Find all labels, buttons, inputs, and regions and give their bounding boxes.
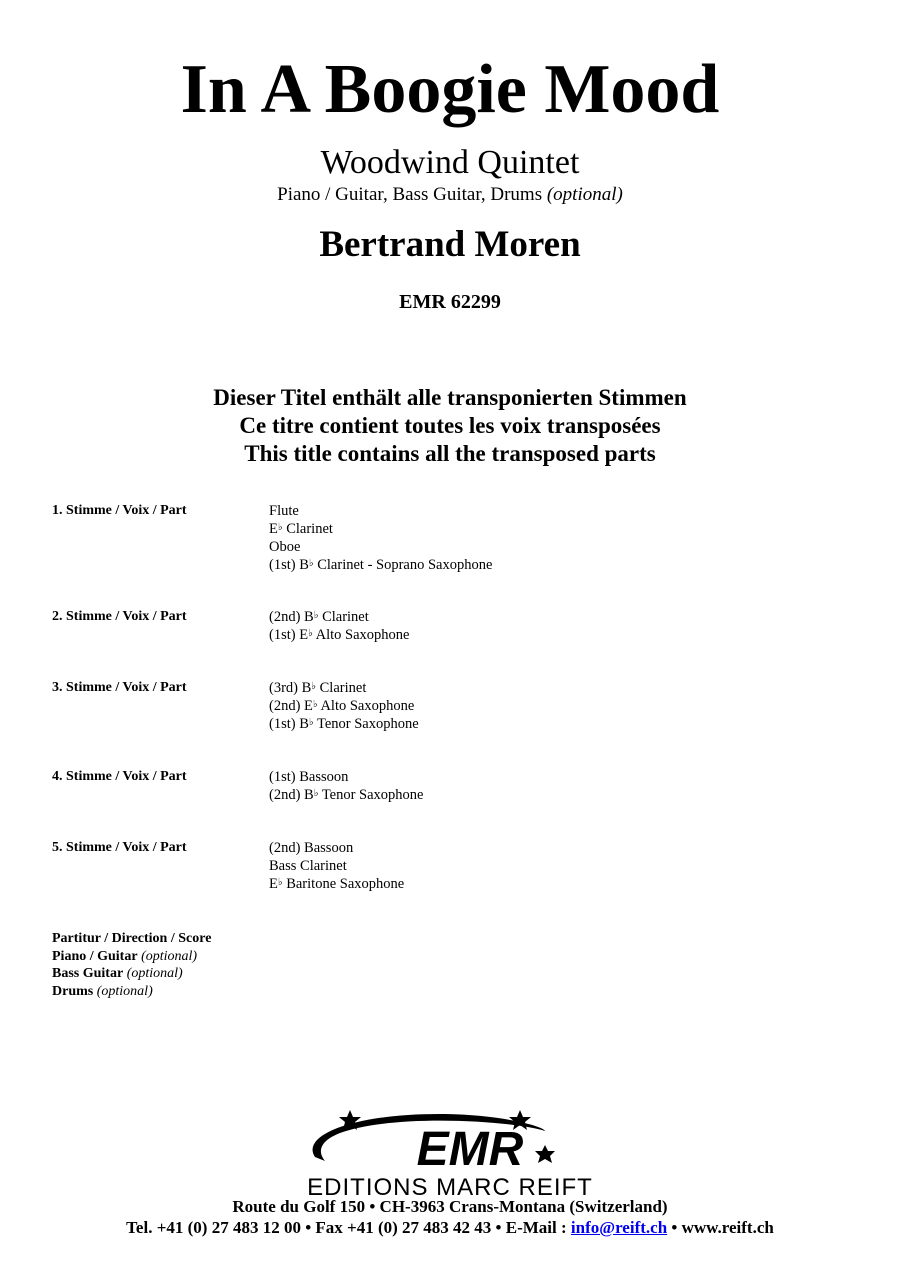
instrument-name: Alto Saxophone bbox=[320, 698, 415, 714]
flat-sign: ♭ bbox=[313, 788, 319, 799]
instrument-key: E bbox=[269, 521, 278, 537]
instrument-name: Clarinet - Soprano Saxophone bbox=[317, 557, 493, 573]
instrument-key: E bbox=[299, 627, 309, 643]
publisher-contact bbox=[0, 1218, 900, 1238]
instrument-item bbox=[269, 715, 419, 733]
transposed-notice bbox=[0, 384, 900, 468]
part-label: 5. Stimme / Voix / Part bbox=[52, 840, 187, 855]
contact-website: • www.reift.ch bbox=[667, 1218, 774, 1237]
extra-part-item bbox=[52, 983, 211, 1001]
flat-sign: ♭ bbox=[308, 717, 314, 728]
flat-sign: ♭ bbox=[313, 610, 319, 621]
publisher-name: EDITIONS MARC REIFT bbox=[307, 1174, 593, 1200]
contact-phone-fax: Tel. +41 (0) 27 483 12 00 • Fax +41 (0) 27 483 42 43 • E-Mail : bbox=[126, 1218, 571, 1237]
instrumentation-line bbox=[0, 183, 900, 207]
notice-french: Ce titre contient toutes les voix transposées bbox=[239, 413, 661, 438]
instrument-position: (1st) bbox=[269, 557, 296, 573]
extra-part-item bbox=[52, 948, 211, 966]
instrument-key: E bbox=[304, 698, 313, 714]
instrument-key: B bbox=[304, 609, 314, 625]
part-label: 3. Stimme / Voix / Part bbox=[52, 680, 187, 695]
instrument-item bbox=[269, 839, 404, 857]
instrument-item bbox=[269, 626, 409, 644]
flat-sign: ♭ bbox=[312, 699, 318, 710]
part-instrument-list bbox=[269, 768, 423, 804]
part-instrument-list bbox=[269, 679, 419, 733]
instrument-name: Tenor Saxophone bbox=[316, 716, 419, 732]
instrument-name: Oboe bbox=[269, 539, 301, 555]
instrument-item bbox=[269, 786, 423, 804]
instrument-name: Baritone Saxophone bbox=[286, 876, 405, 892]
instrument-key: B bbox=[299, 716, 309, 732]
instrument-position: (3rd) bbox=[269, 680, 298, 696]
flat-sign: ♭ bbox=[311, 681, 317, 692]
instrument-name: Alto Saxophone bbox=[315, 627, 410, 643]
instrument-name: Clarinet bbox=[286, 521, 333, 537]
instrument-item bbox=[269, 502, 492, 520]
logo-emr-text: EMR bbox=[416, 1123, 524, 1176]
instrument-position: (1st) bbox=[269, 769, 296, 785]
optional-note: (optional) bbox=[546, 184, 623, 205]
flat-sign: ♭ bbox=[277, 522, 283, 533]
publisher-address: Route du Golf 150 • CH-3963 Crans-Montana (Switzerland) bbox=[232, 1197, 668, 1216]
instrumentation-text: Piano / Guitar, Bass Guitar, Drums bbox=[277, 184, 543, 205]
extra-part-item bbox=[52, 930, 211, 948]
flat-sign: ♭ bbox=[308, 558, 314, 569]
email-link[interactable]: info@reift.ch bbox=[570, 1218, 668, 1237]
optional-note: (optional) bbox=[141, 948, 198, 964]
catalog-number: EMR 62299 bbox=[399, 291, 501, 313]
extra-part-item bbox=[52, 965, 211, 983]
instrument-key: B bbox=[301, 680, 312, 696]
composer-name: Bertrand Moren bbox=[319, 224, 581, 265]
instrument-item bbox=[269, 556, 492, 574]
instrument-name: Tenor Saxophone bbox=[321, 787, 424, 803]
instrument-name: Bassoon bbox=[299, 769, 349, 785]
part-instrument-list bbox=[269, 839, 404, 893]
instrument-item bbox=[269, 538, 492, 556]
part-label: 1. Stimme / Voix / Part bbox=[52, 503, 187, 518]
part-instrument-list bbox=[269, 608, 409, 644]
instrument-position: (1st) bbox=[269, 716, 296, 732]
instrument-position: (2nd) bbox=[269, 840, 301, 856]
instrument-item bbox=[269, 608, 409, 626]
instrument-key: B bbox=[299, 557, 309, 573]
instrument-name: Clarinet bbox=[319, 680, 367, 696]
flat-sign: ♭ bbox=[308, 628, 313, 639]
flat-sign: ♭ bbox=[277, 877, 283, 888]
page-title: In A Boogie Mood bbox=[180, 51, 720, 128]
extra-part-name: Drums bbox=[52, 983, 94, 999]
instrument-item bbox=[269, 857, 404, 875]
instrument-key: E bbox=[269, 876, 278, 892]
instrument-name: Flute bbox=[269, 503, 299, 519]
notice-german: Dieser Titel enthält alle transponierten Stimmen bbox=[213, 385, 687, 410]
instrument-position: (2nd) bbox=[269, 787, 301, 803]
instrument-position: (2nd) bbox=[269, 609, 301, 625]
extra-parts-list bbox=[52, 930, 211, 1000]
instrument-item bbox=[269, 768, 423, 786]
instrument-position: (1st) bbox=[269, 627, 296, 643]
instrument-name: Bassoon bbox=[304, 840, 354, 856]
instrument-item bbox=[269, 875, 404, 893]
emr-logo bbox=[245, 1105, 655, 1200]
extra-part-name: Bass Guitar bbox=[52, 966, 124, 981]
instrument-key: B bbox=[304, 787, 314, 803]
instrument-item bbox=[269, 697, 419, 715]
notice-english: This title contains all the transposed parts bbox=[244, 441, 656, 466]
optional-note: (optional) bbox=[126, 966, 183, 981]
instrument-name: Bass Clarinet bbox=[269, 858, 347, 874]
part-label: 2. Stimme / Voix / Part bbox=[52, 609, 187, 624]
instrument-item bbox=[269, 679, 419, 697]
subtitle: Woodwind Quintet bbox=[320, 144, 580, 181]
extra-part-name: Partitur / Direction / Score bbox=[52, 931, 212, 946]
extra-part-name: Piano / Guitar bbox=[52, 948, 138, 964]
part-instrument-list bbox=[269, 502, 492, 574]
instrument-name: Clarinet bbox=[322, 609, 369, 625]
instrument-item bbox=[269, 520, 492, 538]
instrument-position: (2nd) bbox=[269, 698, 301, 714]
part-label: 4. Stimme / Voix / Part bbox=[52, 769, 187, 784]
optional-note: (optional) bbox=[96, 983, 153, 999]
